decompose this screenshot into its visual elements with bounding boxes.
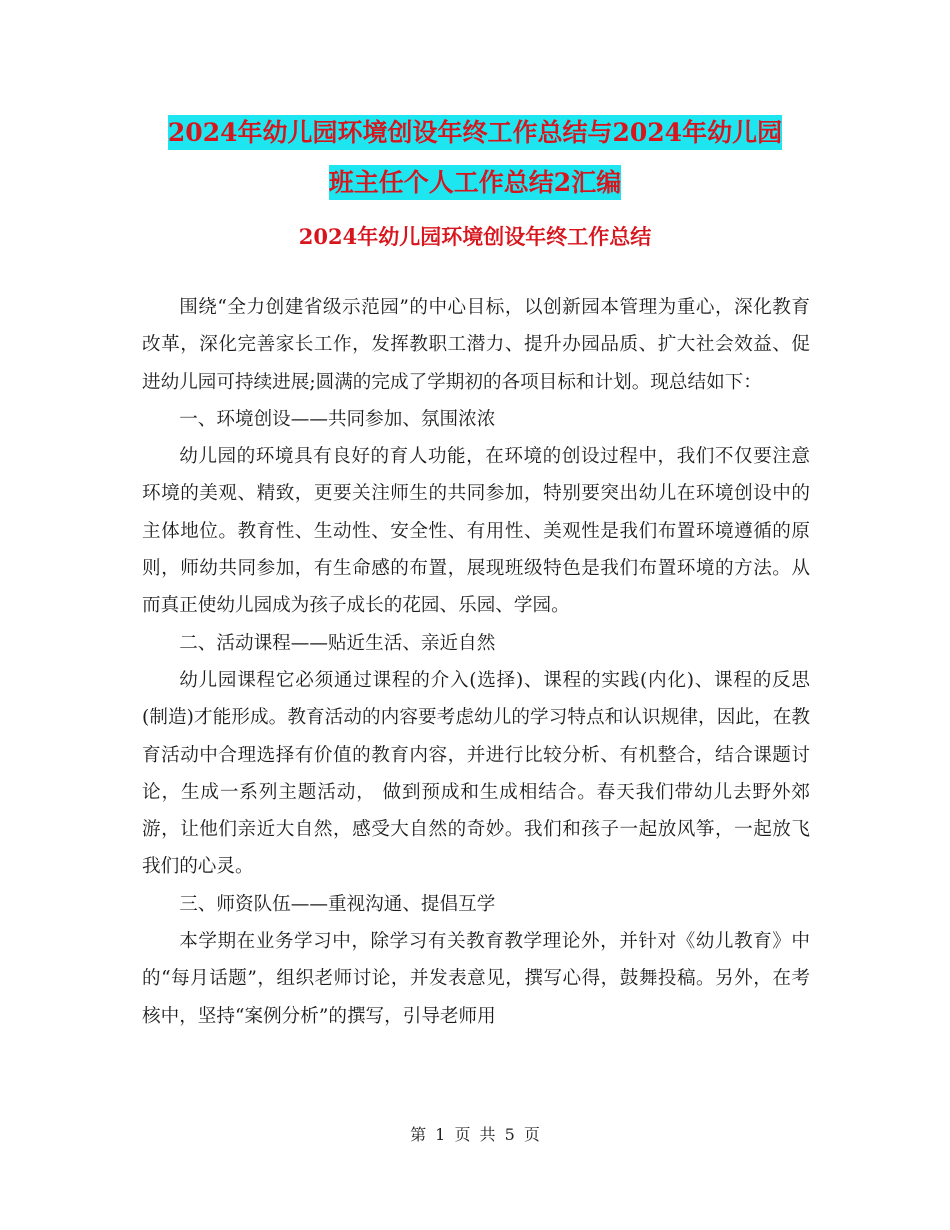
paragraph-teachers: 本学期在业务学习中，除学习有关教育教学理论外，并针对《幼儿教育》中的“每月话题”，组织老师讨论，并发表意见，撰写心得，鼓舞投稿。另外，在考核中，坚持“案例分析”的撰写，引导老师用	[142, 931, 810, 1027]
paragraph-intro: 围绕“全力创建省级示范园”的中心目标，以创新园本管理为重心，深化教育改革，深化完善家长工作，发挥教职工潜力、提升办园品质、扩大社会效益、促进幼儿园可持续进展;圆满的完成了学期初的各项目标和计划。现总结如下：	[142, 297, 810, 393]
paragraph-environment: 幼儿园的环境具有良好的育人功能，在环境的创设过程中，我们不仅要注意环境的美观、精致，更要关注师生的共同参加，特别要突出幼儿在环境创设中的主体地位。教育性、生动性、安全性、有用性、美观性是我们布置环境遵循的原则，师幼共同参加，有生命感的布置，展现班级特色是我们布置环境的方法。从而真正使幼儿园成为孩子成长的花园、乐园、学园。	[142, 446, 810, 617]
title-line-1: 2024年幼儿园环境创设年终工作总结与2024年幼儿园	[168, 115, 782, 150]
heading-teachers: 三、师资队伍——重视沟通、提倡互学	[179, 893, 496, 915]
page-number-footer: 第 1 页 共 5 页	[410, 1125, 540, 1144]
heading-curriculum: 二、活动课程——贴近生活、亲近自然	[179, 632, 496, 654]
heading-environment: 一、环境创设——共同参加、氛围浓浓	[179, 408, 496, 430]
title-line-2: 班主任个人工作总结2汇编	[329, 165, 621, 200]
paragraph-curriculum: 幼儿园课程它必须通过课程的介入(选择)、课程的实践(内化)、课程的反思(制造)才能形成。教育活动的内容要考虑幼儿的学习特点和认识规律，因此，在教育活动中合理选择有价值的教育内容，并进行比较分析、有机整合，结合课题讨论，生成一系列主题活动， 做到预成和生成相结合。春天我们带幼儿去野外郊游，让他们亲近大自然，感受大自然的奇妙。我们和孩子一起放风筝，一起放飞我们的心灵。	[142, 669, 810, 878]
section-title: 2024年幼儿园环境创设年终工作总结	[298, 224, 652, 249]
document-body	[142, 289, 810, 1035]
document-title	[140, 108, 810, 208]
